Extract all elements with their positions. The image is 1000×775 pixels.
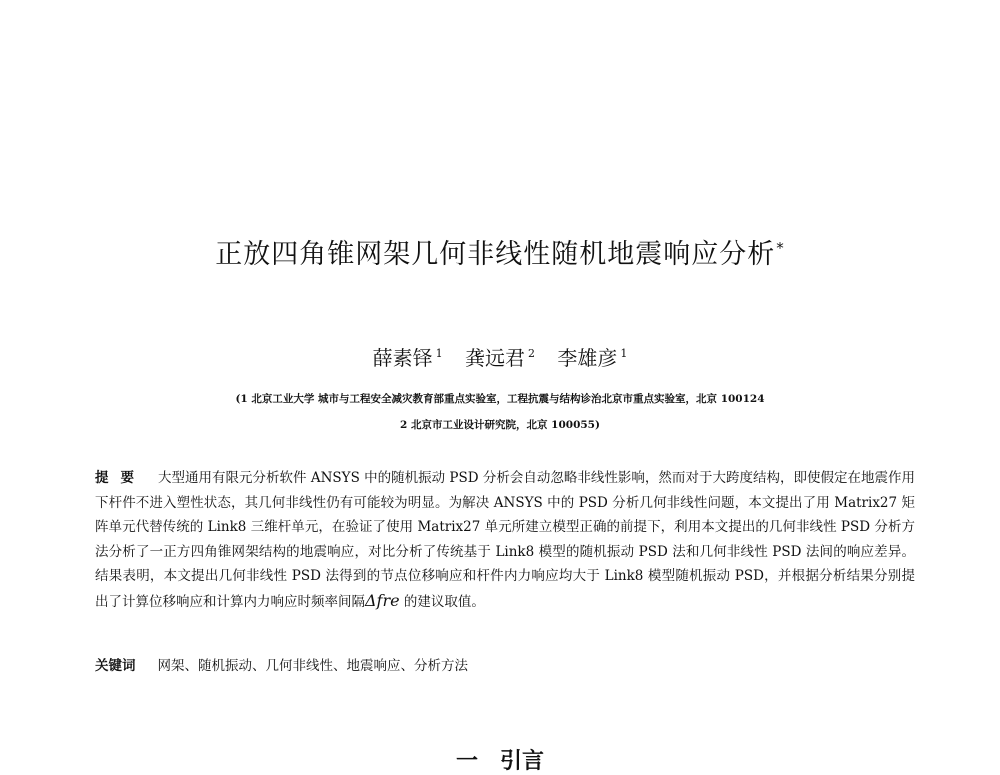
- keywords-label: 关键词: [95, 658, 136, 674]
- author-2: [465, 342, 535, 371]
- author-1-name: 薛素铎: [372, 346, 433, 370]
- author-1-affil-mark: 1: [435, 347, 443, 361]
- author-1: [373, 342, 443, 371]
- section-title: 引言: [500, 749, 545, 774]
- section-number: 一: [455, 749, 478, 774]
- author-3: [557, 342, 627, 371]
- author-list: [0, 342, 1000, 371]
- author-3-affil-mark: 1: [620, 347, 628, 361]
- author-2-name: 龚远君: [465, 346, 525, 370]
- paper-title: [0, 232, 1000, 271]
- affiliation-2: 2 北京市工业设计研究院，北京 100055): [400, 419, 600, 431]
- abstract-tail: 的建议取值。: [399, 593, 485, 610]
- abstract-text: 大型通用有限元分析软件 ANSYS 中的随机振动 PSD 分析会自动忽略非线性影响，然而对于大跨度结构，即使假定在地震作用下杆件不进入塑性状态，其几何非线性仍有可能较为明显。为解决 ANSYS 中的 PSD 分析几何非线性问题，本文提出了用 Matrix27 矩阵单元代替传统的 Link8 三维杆单元，在验证了使用 Matrix27 单元所建立模型正确的前提下，利用本文提出的几何非线性 PSD 分析方法分析了一正方四角锥网架结构的地震响应，对比分析了传统基于 Link8 模型的随机振动 PSD 法和几何非线性 PSD 法间的响应差异。结果表明，本文提出几何非线性 PSD 法得到的节点位移响应和杆件内力响应均大于 Link8 模型随机振动 PSD，并根据分析结果分别提出了计算位移响应和计算内力响应时频率间隔: [95, 470, 916, 610]
- abstract-symbol: Δfre: [365, 590, 400, 610]
- section-heading: [0, 744, 1000, 775]
- paper-title-text: 正放四角锥网架几何非线性随机地震响应分析: [215, 239, 776, 270]
- author-3-name: 李雄彦: [557, 346, 618, 370]
- title-footnote-mark: *: [776, 239, 785, 257]
- author-2-affil-mark: 2: [528, 347, 535, 361]
- abstract: [95, 466, 915, 614]
- affiliation-1: (1 北京工业大学 城市与工程安全减灾教育部重点实验室，工程抗震与结构诊治北京市重点实验室，北京 100124: [235, 393, 765, 405]
- keywords: [95, 654, 915, 674]
- keywords-text: 网架、随机振动、几何非线性、地震响应、分析方法: [157, 658, 468, 674]
- abstract-label: 提要: [95, 470, 147, 486]
